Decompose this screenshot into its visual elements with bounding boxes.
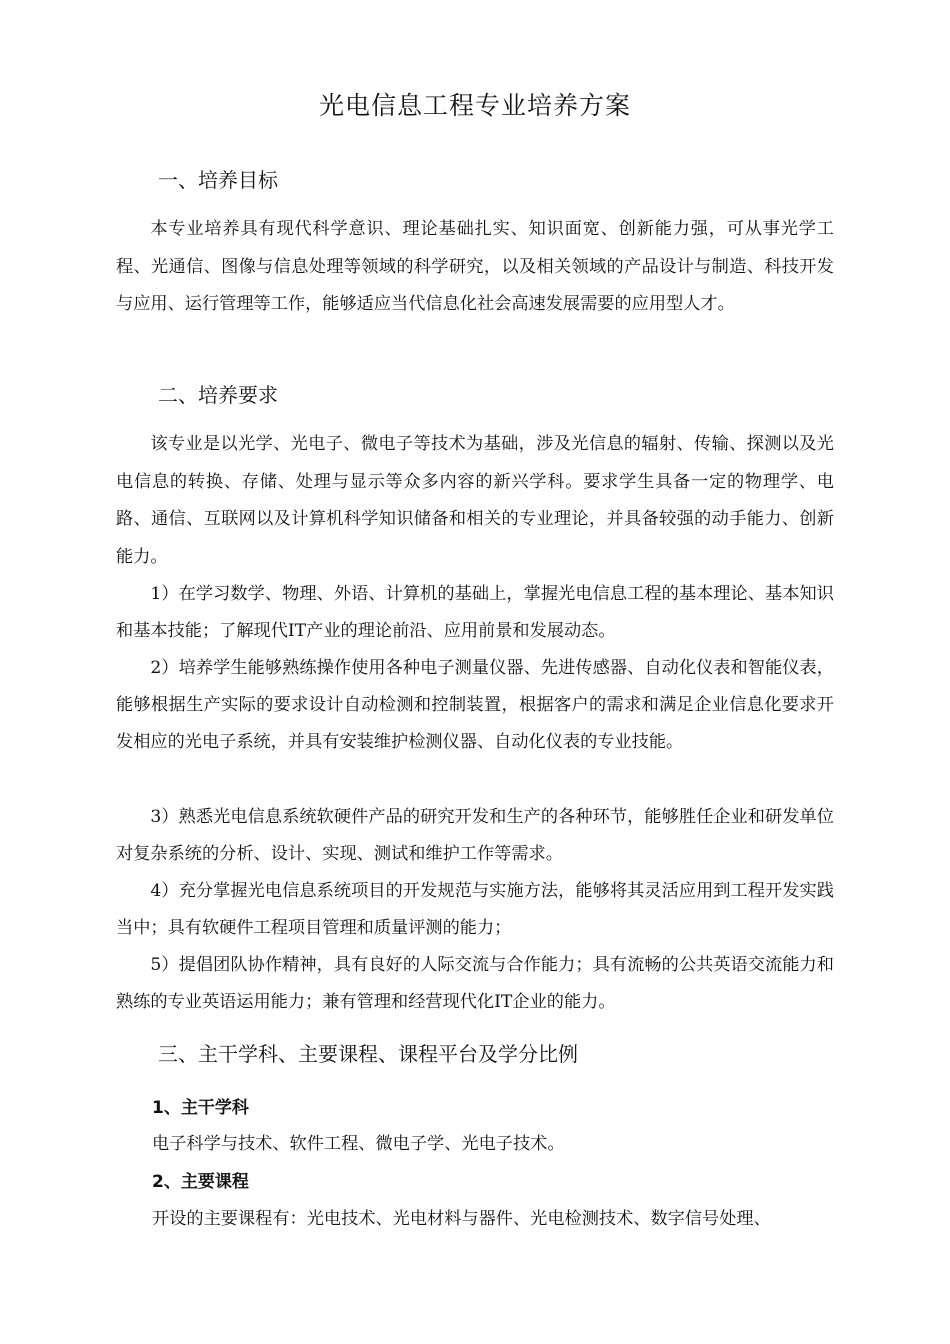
section-heading-disciplines-courses: 三、主干学科、主要课程、课程平台及学分比例 <box>158 1042 578 1066</box>
requirement-item-5: 5）提倡团队协作精神，具有良好的人际交流与合作能力；具有流畅的公共英语交流能力和熟练的专业英语运用能力；兼有管理和经营现代化IT企业的能力。 <box>116 955 834 1012</box>
subheading-main-disciplines: 1、主干学科 <box>152 1098 249 1118</box>
requirement-item-4: 4）充分掌握光电信息系统项目的开发规范与实施方法，能够将其灵活应用到工程开发实践当中；具有软硬件工程项目管理和质量评测的能力； <box>116 881 834 938</box>
document-title: 光电信息工程专业培养方案 <box>318 91 631 120</box>
section-heading-training-goal: 一、培养目标 <box>158 168 278 192</box>
section-heading-training-requirements: 二、培养要求 <box>158 383 278 407</box>
requirement-item-3: 3）熟悉光电信息系统软硬件产品的研究开发和生产的各种环节，能够胜任企业和研发单位对复杂系统的分析、设计、实现、测试和维护工作等需求。 <box>116 807 834 864</box>
main-disciplines-text: 电子科学与技术、软件工程、微电子学、光电子技术。 <box>152 1134 565 1154</box>
main-courses-text: 开设的主要课程有：光电技术、光电材料与器件、光电检测技术、数字信号处理、 <box>152 1209 771 1229</box>
subheading-main-courses: 2、主要课程 <box>152 1172 249 1192</box>
requirement-item-2: 2）培养学生能够熟练操作使用各种电子测量仪器、先进传感器、自动化仪表和智能仪表，能够根据生产实际的要求设计自动检测和控制装置，根据客户的需求和满足企业信息化要求开发相应的光电子系统，并具有安装维护检测仪器、自动化仪表的专业技能。 <box>116 658 834 752</box>
training-goal-paragraph: 本专业培养具有现代科学意识、理论基础扎实、知识面宽、创新能力强，可从事光学工程、光通信、图像与信息处理等领域的科学研究，以及相关领域的产品设计与制造、科技开发与应用、运行管理等工作，能够适应当代信息化社会高速发展需要的应用型人才。 <box>116 219 834 315</box>
requirement-item-1: 1）在学习数学、物理、外语、计算机的基础上，掌握光电信息工程的基本理论、基本知识和基本技能；了解现代IT产业的理论前沿、应用前景和发展动态。 <box>116 584 834 641</box>
requirements-intro-paragraph: 该专业是以光学、光电子、微电子等技术为基础，涉及光信息的辐射、传输、探测以及光电信息的转换、存储、处理与显示等众多内容的新兴学科。要求学生具备一定的物理学、电路、通信、互联网以及计算机科学知识储备和相关的专业理论，并具备较强的动手能力、创新能力。 <box>116 434 834 567</box>
